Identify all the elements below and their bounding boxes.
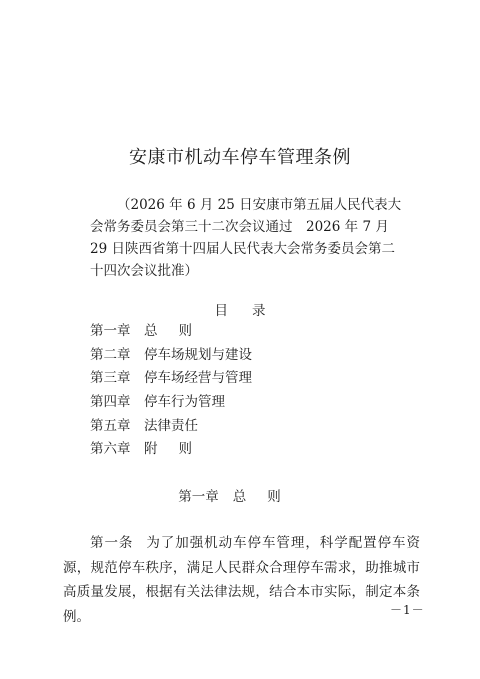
adoption-note: （2026 年 6 月 25 日安康市第五届人民代表大会常务委员会第三十二次会议通过 2026 年 7 月 29 日陕西省第十四届人民代表大会常务委员会第二十四次会议批准） — [90, 196, 402, 279]
page-number: －1－ — [390, 603, 425, 617]
article-number: 第一条 — [90, 535, 134, 551]
toc-item-3[interactable] — [90, 367, 410, 391]
document-title: 安康市机动车停车管理条例 — [129, 147, 351, 169]
toc-item-number: 第五章 — [90, 417, 131, 434]
toc-item-title: 法律责任 — [144, 417, 198, 434]
toc-item-title: 总则 — [144, 323, 213, 339]
toc-item-title: 停车场规划与建设 — [144, 346, 252, 363]
toc-item-5[interactable] — [90, 415, 410, 439]
article-text: 为了加强机动车停车管理，科学配置停车资源，规范停车秩序，满足人民群众合理停车需求，助推城市高质量发展，根据有关法律法规，结合本市实际，制定本条例。 — [63, 535, 421, 625]
article-paragraph — [63, 531, 420, 629]
toc-item-number: 第六章 — [90, 441, 131, 458]
toc-item-number: 第一章 — [90, 323, 131, 339]
toc-item-number: 第二章 — [90, 346, 131, 363]
toc-item-title: 附则 — [144, 441, 213, 458]
toc-item-title: 停车行为管理 — [144, 394, 225, 411]
toc-item-number: 第三章 — [90, 370, 131, 387]
toc-item-number: 第四章 — [90, 394, 131, 411]
chapter-title: 总则 — [232, 489, 302, 505]
toc-item-1[interactable] — [90, 320, 410, 344]
table-of-contents — [90, 320, 410, 462]
toc-item-6[interactable] — [90, 438, 410, 462]
toc-item-title: 停车场经营与管理 — [144, 370, 252, 387]
toc-heading: 目录 — [214, 303, 290, 319]
chapter-heading — [0, 485, 480, 505]
toc-item-2[interactable] — [90, 344, 410, 368]
chapter-number: 第一章 — [178, 489, 219, 505]
toc-item-4[interactable] — [90, 391, 410, 415]
